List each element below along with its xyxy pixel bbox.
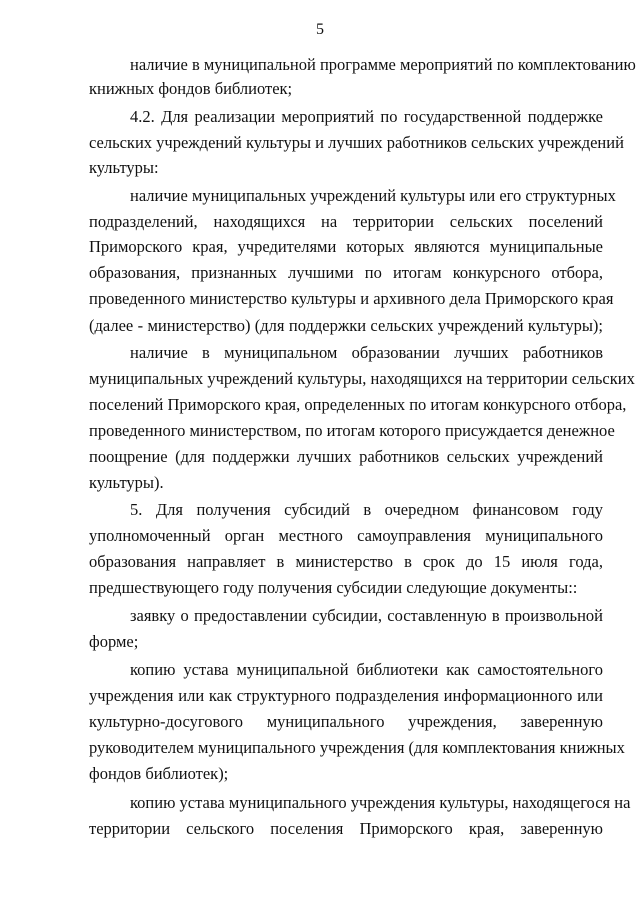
- text-line: проведенного министерство культуры и архивного дела Приморского края: [89, 289, 614, 308]
- text-line: образования, признанных лучшими по итогам конкурсного отбора,: [89, 263, 603, 282]
- text-line: культурно-досугового муниципального учреждения, заверенную: [89, 712, 603, 731]
- text-line: наличие в муниципальной программе мероприятий по комплектованию: [130, 55, 636, 74]
- text-line: поселений Приморского края, определенных по итогам конкурсного отбора,: [89, 395, 627, 414]
- text-line: территории сельского поселения Приморского края, заверенную: [89, 819, 603, 838]
- text-line: форме;: [89, 632, 139, 651]
- text-line: копию устава муниципального учреждения культуры, находящегося на: [130, 793, 631, 812]
- text-line: Приморского края, учредителями которых являются муниципальные: [89, 237, 603, 256]
- text-line: образования направляет в министерство в срок до 15 июля года,: [89, 552, 603, 571]
- text-line: подразделений, находящихся на территории сельских поселений: [89, 212, 603, 231]
- text-line: заявку о предоставлении субсидии, составленную в произвольной: [130, 606, 603, 625]
- text-line: наличие в муниципальном образовании лучших работников: [130, 343, 603, 362]
- page-number: 5: [316, 21, 324, 38]
- text-line: копию устава муниципальной библиотеки как самостоятельного: [130, 660, 603, 679]
- text-line: культуры).: [89, 473, 164, 492]
- text-line: (далее - министерство) (для поддержки сельских учреждений культуры);: [89, 316, 603, 335]
- text-line: руководителем муниципального учреждения (для комплектования книжных: [89, 738, 625, 757]
- text-line: наличие муниципальных учреждений культуры или его структурных: [130, 186, 616, 205]
- text-line: культуры:: [89, 158, 159, 177]
- text-line: 5. Для получения субсидий в очередном финансовом году: [130, 500, 603, 519]
- text-line: книжных фондов библиотек;: [89, 79, 293, 98]
- text-line: фондов библиотек);: [89, 764, 229, 783]
- text-line: уполномоченный орган местного самоуправления муниципального: [89, 526, 603, 545]
- text-line: проведенного министерством, по итогам которого присуждается денежное: [89, 421, 615, 440]
- text-line: поощрение (для поддержки лучших работников сельских учреждений: [89, 447, 603, 466]
- text-line: сельских учреждений культуры и лучших работников сельских учреждений: [89, 133, 624, 152]
- text-line: учреждения или как структурного подразделения информационного или: [89, 686, 603, 705]
- text-line: предшествующего году получения субсидии следующие документы::: [89, 578, 578, 597]
- text-line: 4.2. Для реализации мероприятий по государственной поддержке: [130, 107, 603, 126]
- text-line: муниципальных учреждений культуры, находящихся на территории сельских: [89, 369, 635, 388]
